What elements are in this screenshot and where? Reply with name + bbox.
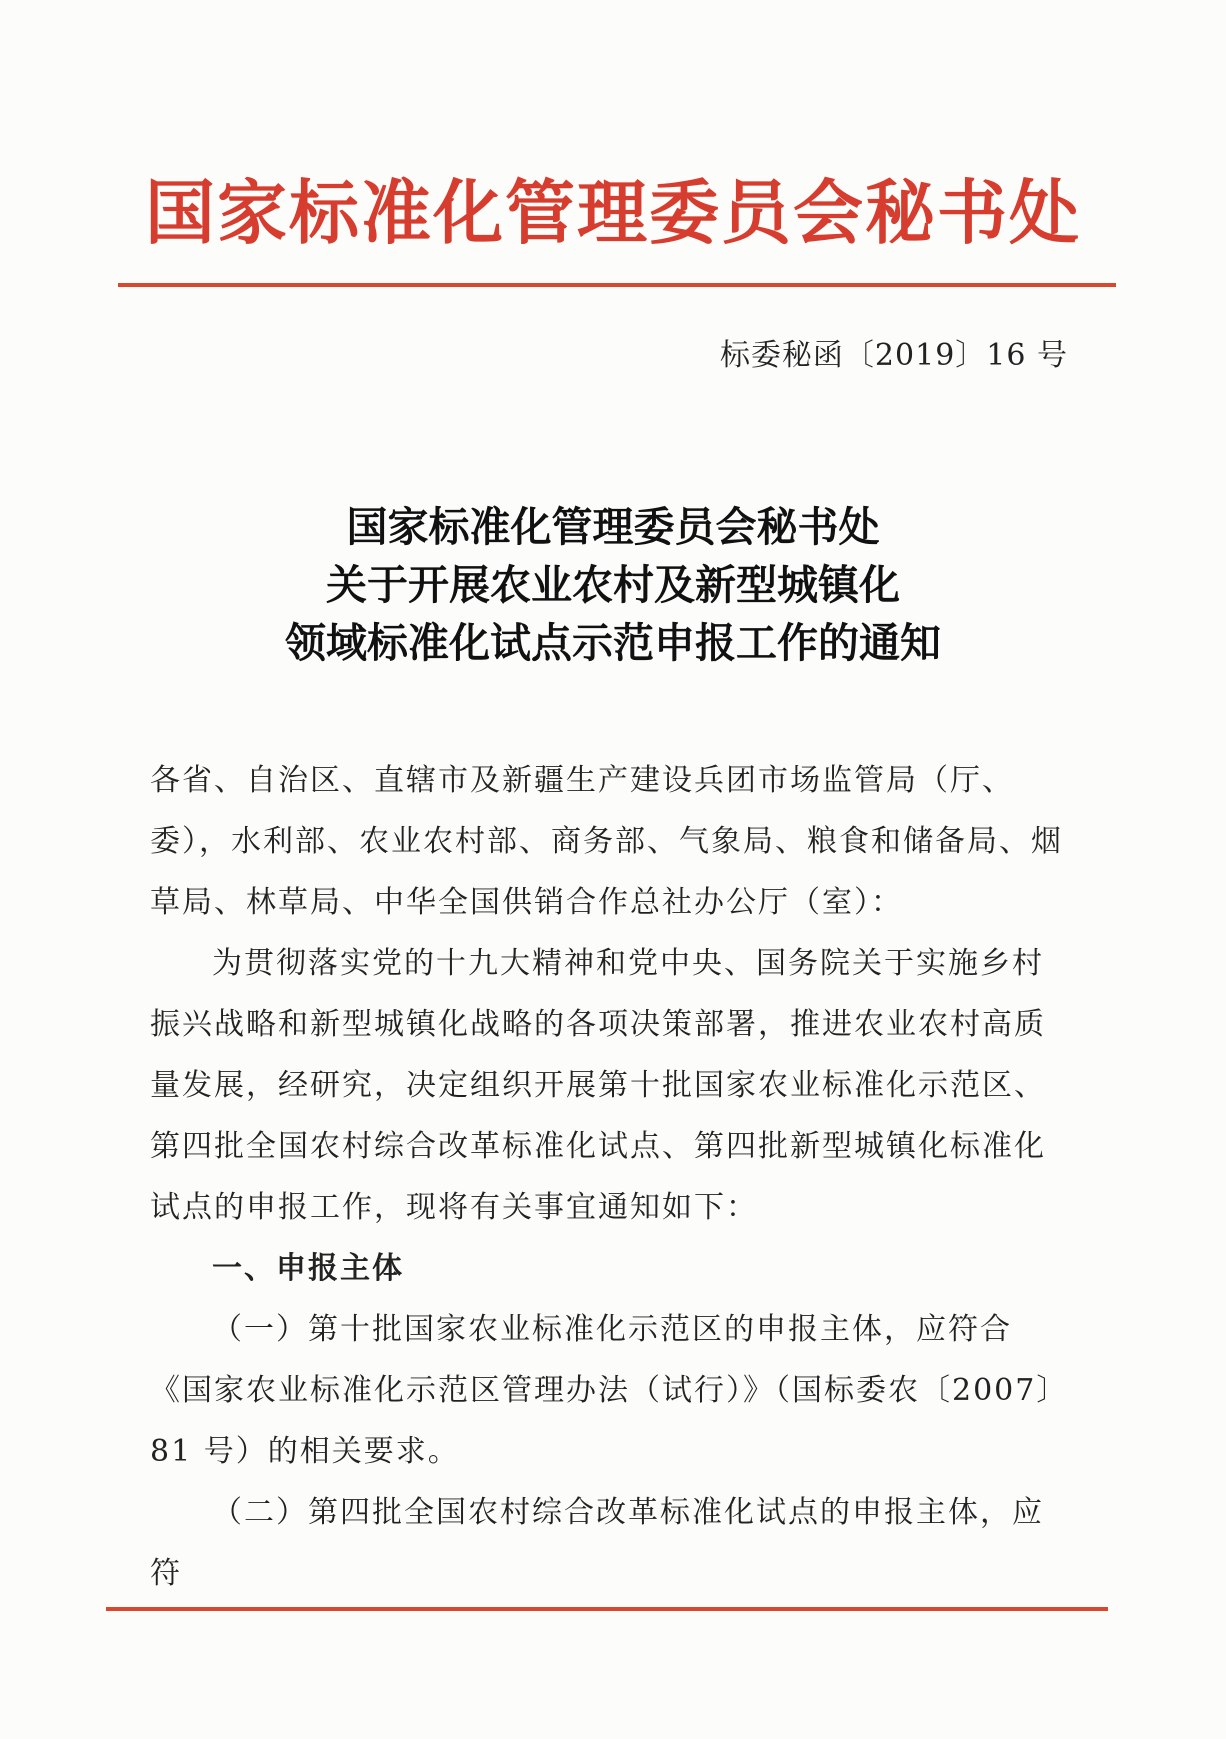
section-heading: 一、申报主体 [212,1251,404,1286]
bottom-red-rule [106,1607,1108,1611]
recipients: 各省、自治区、直辖市及新疆生产建设兵团市场监管局（厅、委），水利部、农业农村部、商务部、气象局、粮食和储备局、烟草局、林草局、中华全国供销合作总社办公厅（室）： [150,763,1063,920]
item-paragraph: （一）第十批国家农业标准化示范区的申报主体，应符合《国家农业标准化示范区管理办法（试行）》（国标委农〔2007〕81 号）的相关要求。 [150,1312,1054,1469]
masthead: 国家标准化管理委员会秘书处 [145,172,1081,254]
document-number: 标委秘函〔2019〕16 号 [719,338,1068,373]
intro-paragraph: 为贯彻落实党的十九大精神和党中央、国务院关于实施乡村振兴战略和新型城镇化战略的各项决策部署，推进农业农村高质量发展，经研究，决定组织开展第十批国家农业标准化示范区、第四批全国农村综合改革标准化试点、第四批新型城镇化标准化试点的申报工作，现将有关事宜通知如下： [150,946,1046,1225]
title-line-1: 国家标准化管理委员会秘书处 [346,503,880,551]
title-line-3: 领域标准化试点示范申报工作的通知 [285,619,941,667]
document-title [0,498,1226,672]
document-body [150,750,1066,1604]
top-red-rule [118,283,1116,287]
item-paragraph: （二）第四批全国农村综合改革标准化试点的申报主体，应符 [150,1495,1044,1591]
title-line-2: 关于开展农业农村及新型城镇化 [326,561,900,609]
